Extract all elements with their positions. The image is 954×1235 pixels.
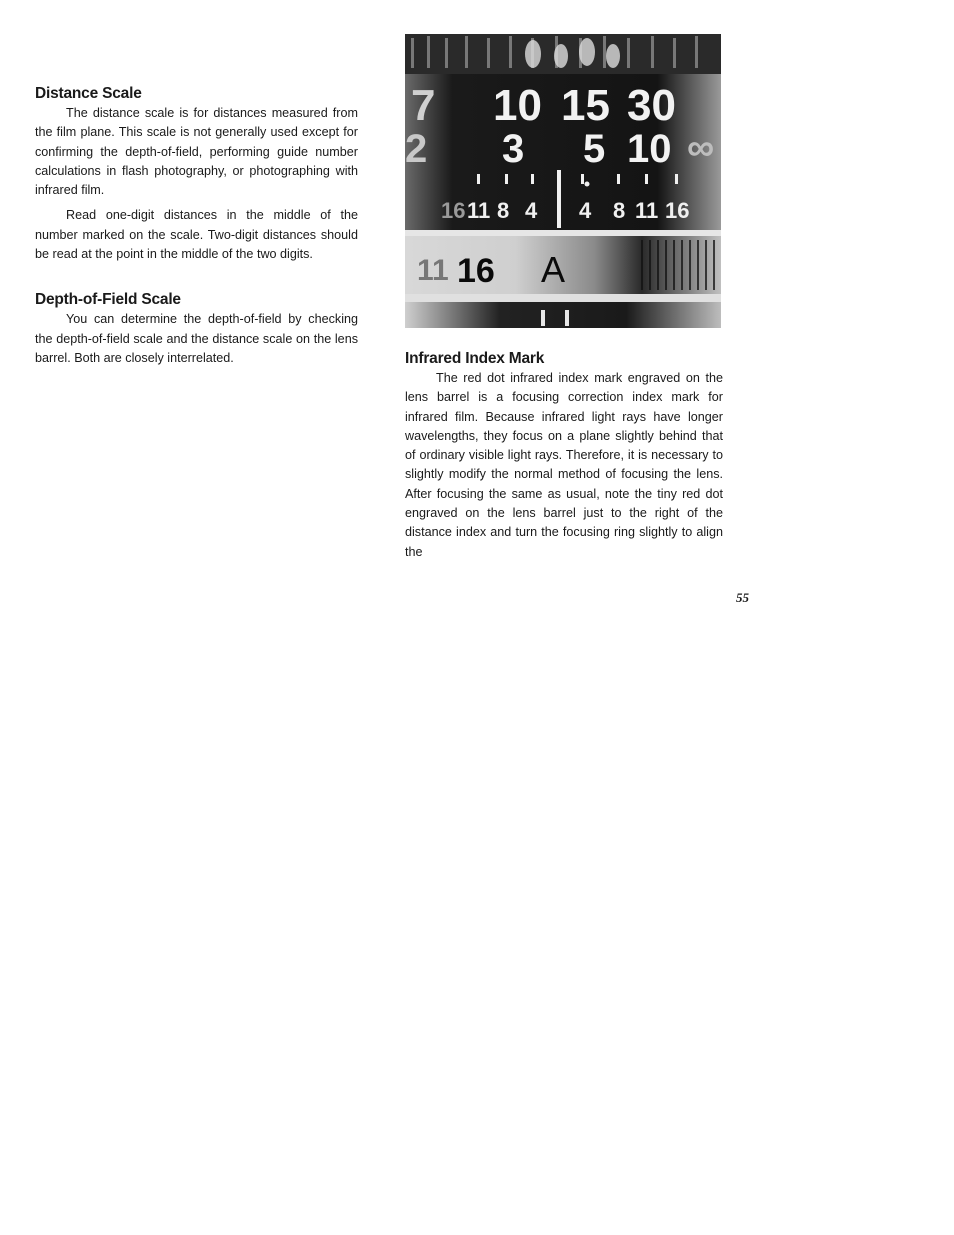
aperture-auto-mark: A [541,249,566,290]
feet-mark: 30 [627,81,676,130]
depth-of-field-paragraph-1: You can determine the depth-of-field by checking the depth-of-field scale and the distance scale on the lens barrel. Both are closely interrelated. [35,312,358,365]
infinity-mark: ∞ [687,127,715,169]
dof-mark: 11 [635,198,659,223]
meter-mark: 5 [583,127,606,171]
right-column [405,349,723,562]
feet-mark: 15 [561,81,610,130]
dof-mark: 16 [665,198,690,223]
meter-mark: 3 [502,127,525,171]
meter-mark: 10 [627,127,672,171]
distance-scale-paragraph-1: The distance scale is for distances measured from the film plane. This scale is not generally used except for confirming the depth-of-field, performing guide number calculations in flash photography, or photographing with infrared film. [35,106,358,198]
dof-mark: 4 [525,198,538,223]
dof-mark: 8 [497,198,510,223]
distance-scale-heading: Distance Scale [35,85,142,102]
aperture-mark: 16 [457,252,495,290]
aperture-scale [417,249,565,290]
infrared-index-heading: Infrared Index Mark [405,350,545,367]
feet-mark: 10 [493,81,542,130]
distance-scale-paragraph-2: Read one-digit distances in the middle of the number marked on the scale. Two-digit distances should be read at the point in the middle of the two digits. [35,208,358,262]
page-number: 55 [736,590,749,605]
left-column [35,84,358,368]
dof-mark: 11 [467,198,491,223]
knurled-grip [405,34,721,74]
dof-mark: 16 [441,198,466,223]
depth-of-field-heading: Depth-of-Field Scale [35,291,181,309]
feet-mark: 7 [411,81,436,130]
lens-barrel-photo [405,34,721,328]
aperture-mark: 11 [417,254,449,287]
meter-mark: 2 [405,127,428,171]
dof-mark: 8 [613,198,626,223]
dof-mark: 4 [579,198,592,223]
infrared-index-paragraph-1: The red dot infrared index mark engraved on the lens barrel is a focusing correction index mark for infrared film. Because infrared light rays have longer wavelengths, they focus on a plane slightly behind that of ordinary visible light rays. Therefore, it is necessary to slightly modify the normal method of focusing the lens. After focusing the same as usual, note the tiny red dot engraved on the lens barrel just to the right of the distance index and turn the focusing ring slightly to align the [405,371,723,559]
